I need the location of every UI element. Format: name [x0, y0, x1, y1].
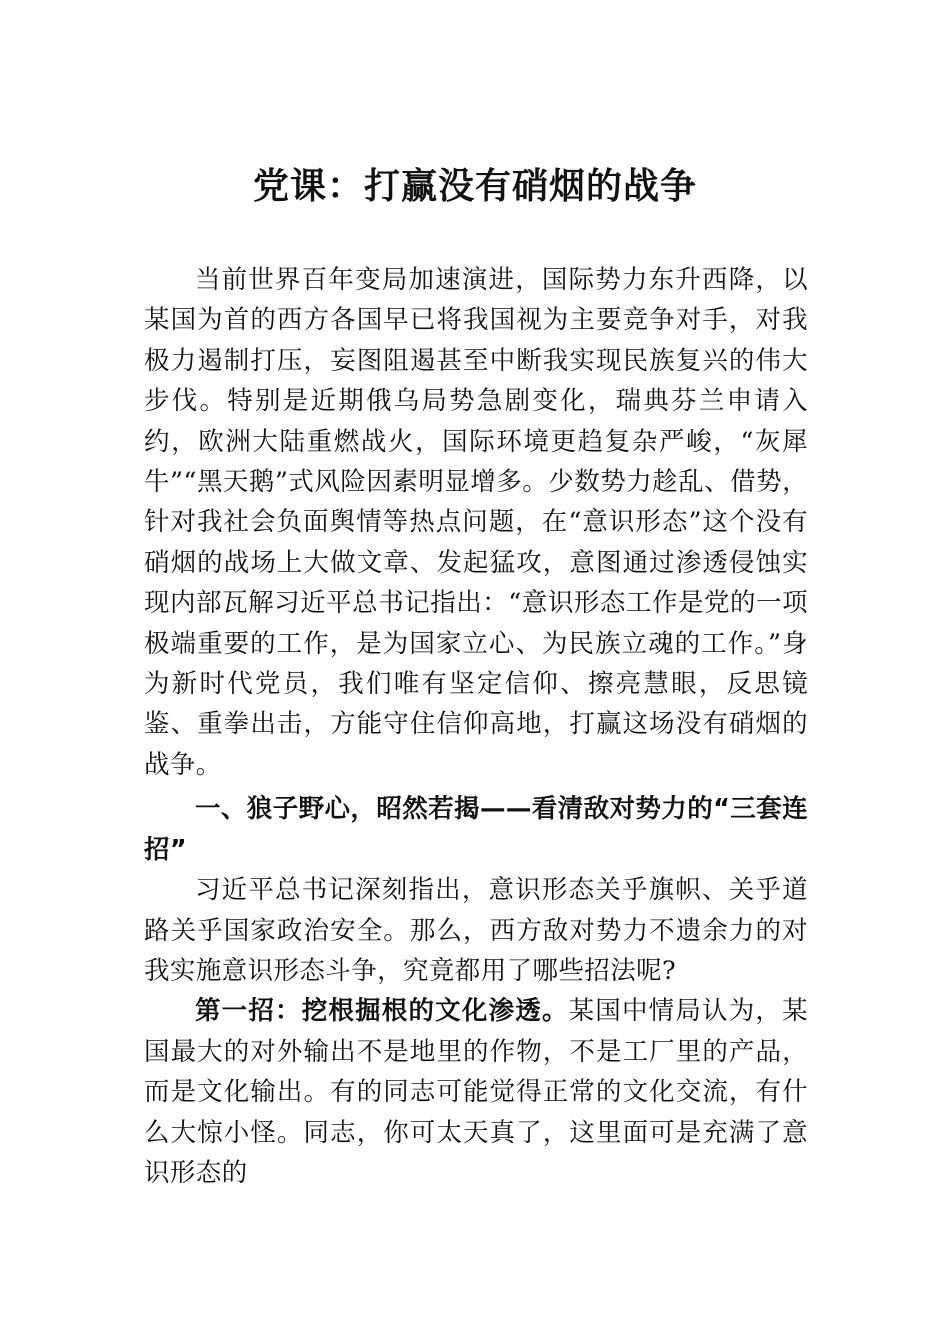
- paragraph-lead: 第一招：挖根掘根的文化渗透。: [195, 996, 569, 1027]
- section-heading: 一、狼子野心，昭然若揭——看清敌对势力的“三套连招”: [144, 794, 808, 865]
- paragraph-rest: 某国中情局认为，某国最大的对外输出不是地里的作物，不是工厂里的产品，而是文化输出。有的同志可能觉得正常的文化交流，有什么大惊小怪。同志，你可太天真了，这里面可是充满了意识形态的: [144, 996, 808, 1188]
- document-body: [144, 260, 808, 1193]
- document-title: 党课：打赢没有硝烟的战争: [252, 165, 697, 207]
- section-paragraph-2: [144, 991, 808, 1193]
- section-paragraph: 习近平总书记深刻指出，意识形态关乎旗帜、关乎道路关乎国家政治安全。那么，西方敌对势力不遗余力的对我实施意识形态斗争，究竟都用了哪些招法呢?: [144, 875, 808, 986]
- intro-paragraph: 当前世界百年变局加速演进，国际势力东升西降，以某国为首的西方各国早已将我国视为主要竞争对手，对我极力遏制打压，妄图阻遏甚至中断我实现民族复兴的伟大步伐。特别是近期俄乌局势急剧变化，瑞典芬兰申请入约，欧洲大陆重燃战火，国际环境更趋复杂严峻，“灰犀牛”“黑天鹅”式风险因素明显增多。少数势力趁乱、借势，针对我社会负面舆情等热点问题，在“意识形态”这个没有硝烟的战场上大做文章、发起猛攻，意图通过渗透侵蚀实现内部瓦解习近平总书记指出：“意识形态工作是党的一项极端重要的工作，是为国家立心、为民族立魂的工作。”身为新时代党员，我们唯有坚定信仰、擦亮慧眼，反思镜鉴、重拳出击，方能守住信仰高地，打赢这场没有硝烟的战争。: [144, 265, 808, 780]
